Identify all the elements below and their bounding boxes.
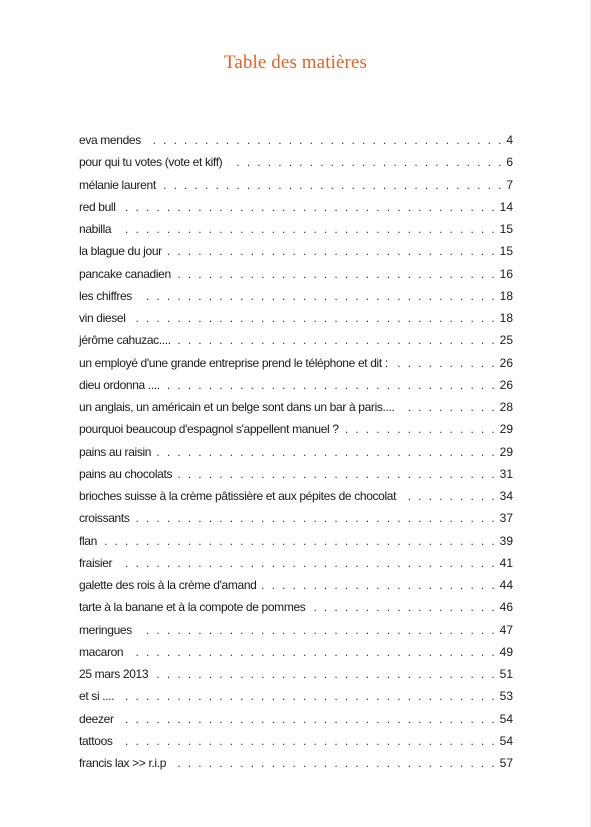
toc-entry[interactable] xyxy=(79,441,513,463)
dot-leader xyxy=(262,574,496,596)
toc-entry[interactable] xyxy=(79,396,513,418)
toc-entry-label: eva mendes xyxy=(79,133,141,147)
toc-entry-page-number: 16 xyxy=(499,266,513,281)
dot-leader xyxy=(132,307,497,329)
toc-entry[interactable] xyxy=(79,329,513,351)
dot-leader xyxy=(138,285,497,307)
toc-entry-page-number: 18 xyxy=(499,311,513,325)
toc-entry-page-number: 18 xyxy=(499,288,513,303)
toc-entry-label: croissants xyxy=(79,511,130,526)
dot-leader xyxy=(154,663,496,685)
dot-leader xyxy=(103,530,497,552)
toc-entry-label: francis lax >> r.i.p xyxy=(79,756,167,770)
dot-leader xyxy=(177,263,497,285)
toc-title: Table des matières xyxy=(224,52,367,73)
toc-entry[interactable] xyxy=(79,240,513,262)
dot-leader xyxy=(136,507,497,529)
toc-entry-label: pourquoi beaucoup d'espagnol s'appellent manuel ? xyxy=(79,422,339,437)
dot-leader xyxy=(120,685,496,707)
toc-entry-label: flan xyxy=(79,533,97,548)
toc-entry-label: pour qui tu votes (vote et kiff) xyxy=(79,155,223,170)
dot-leader xyxy=(228,151,503,173)
toc-entry[interactable] xyxy=(79,596,513,618)
dot-leader xyxy=(178,463,497,485)
toc-entry[interactable] xyxy=(79,530,513,552)
toc-entry-page-number: 14 xyxy=(499,199,513,214)
toc-entry-page-number: 15 xyxy=(499,244,513,259)
dot-leader xyxy=(122,196,497,218)
toc-entry[interactable] xyxy=(79,552,513,574)
dot-leader xyxy=(394,352,497,374)
dot-leader xyxy=(117,218,496,240)
toc-entry-label: pains au chocolats xyxy=(79,466,173,481)
toc-entry-label: red bull xyxy=(79,199,116,214)
dot-leader xyxy=(311,596,496,618)
toc-entry-label: fraisier xyxy=(79,555,113,570)
toc-entry-page-number: 51 xyxy=(499,667,513,681)
dot-leader xyxy=(157,441,497,463)
toc-entry-label: pains au raisin xyxy=(79,444,152,459)
dot-leader xyxy=(172,752,497,774)
dot-leader xyxy=(345,418,497,440)
toc-entry-page-number: 44 xyxy=(499,578,513,592)
toc-entry[interactable] xyxy=(79,174,513,196)
toc-entry-page-number: 29 xyxy=(499,444,513,459)
dot-leader xyxy=(118,552,496,574)
toc-entry-page-number: 26 xyxy=(499,377,513,392)
toc-entry-page-number: 54 xyxy=(499,711,513,726)
toc-entry-page-number: 28 xyxy=(499,400,513,414)
dot-leader xyxy=(120,708,497,730)
toc-entry[interactable] xyxy=(79,752,513,774)
toc-entry[interactable] xyxy=(79,641,513,663)
toc-entry-label: jérôme cahuzac.... xyxy=(79,333,171,348)
toc-entry-page-number: 6 xyxy=(506,155,513,170)
toc-entry[interactable] xyxy=(79,485,513,507)
toc-entry-label: deezer xyxy=(79,711,114,726)
toc-entry-label: brioches suisse à la crème pâtissière et aux pépites de chocolat xyxy=(79,489,397,503)
toc-entry-page-number: 54 xyxy=(499,733,513,748)
toc-entry-label: dieu ordonna .... xyxy=(79,377,160,392)
dot-leader xyxy=(119,730,497,752)
toc-entry-page-number: 31 xyxy=(499,466,513,481)
toc-entry[interactable] xyxy=(79,129,513,151)
toc-entry[interactable] xyxy=(79,463,513,485)
dot-leader xyxy=(147,129,503,151)
toc-entry-label: un anglais, un américain et un belge sont dans un bar à paris.... xyxy=(79,400,395,414)
toc-entry-label: tattoos xyxy=(79,733,113,748)
toc-entry-page-number: 46 xyxy=(499,600,513,615)
toc-entry[interactable] xyxy=(79,151,513,173)
toc-entry-label: 25 mars 2013 xyxy=(79,667,149,681)
toc-entry-label: macaron xyxy=(79,644,124,659)
toc-entry[interactable] xyxy=(79,730,513,752)
toc-entry[interactable] xyxy=(79,196,513,218)
toc-entry[interactable] xyxy=(79,685,513,707)
toc-entry[interactable] xyxy=(79,507,513,529)
toc-entry[interactable] xyxy=(79,708,513,730)
toc-entry-label: la blague du jour xyxy=(79,244,162,259)
toc-entry-label: les chiffres xyxy=(79,288,132,303)
dot-leader xyxy=(168,240,497,262)
toc-entry-page-number: 41 xyxy=(499,555,513,570)
toc-entry-page-number: 39 xyxy=(499,533,513,548)
toc-entry-label: un employé d'une grande entreprise prend le téléphone et dit : xyxy=(79,355,388,370)
toc-entry[interactable] xyxy=(79,619,513,641)
toc-entry-page-number: 34 xyxy=(499,489,513,503)
toc-entry-label: vin diesel xyxy=(79,311,126,325)
dot-leader xyxy=(402,485,497,507)
toc-entry[interactable] xyxy=(79,263,513,285)
toc-entry[interactable] xyxy=(79,374,513,396)
toc-entry-label: et si .... xyxy=(79,689,115,704)
toc-entry-page-number: 37 xyxy=(499,511,513,526)
toc-entry-page-number: 25 xyxy=(499,333,513,348)
toc-entry[interactable] xyxy=(79,663,513,685)
dot-leader xyxy=(162,174,504,196)
toc-entry-label: nabilla xyxy=(79,222,112,236)
toc-entry[interactable] xyxy=(79,218,513,240)
toc-entry-label: pancake canadien xyxy=(79,266,171,281)
toc-entry-page-number: 4 xyxy=(506,133,513,147)
dot-leader xyxy=(129,641,496,663)
toc-entry-page-number: 29 xyxy=(499,422,513,437)
toc-entry-label: meringues xyxy=(79,622,132,637)
dot-leader xyxy=(166,374,497,396)
toc-entry-page-number: 26 xyxy=(499,355,513,370)
toc-entry-page-number: 57 xyxy=(499,756,513,770)
toc-entry[interactable] xyxy=(79,352,513,374)
toc-entry[interactable] xyxy=(79,307,513,329)
toc-entry[interactable] xyxy=(79,574,513,596)
toc-entry-label: tarte à la banane et à la compote de pommes xyxy=(79,600,306,615)
toc-entry[interactable] xyxy=(79,418,513,440)
dot-leader xyxy=(177,329,497,351)
dot-leader xyxy=(400,396,496,418)
table-of-contents xyxy=(79,129,513,774)
toc-entry-label: mélanie laurent xyxy=(79,177,156,192)
toc-entry-page-number: 15 xyxy=(499,222,513,236)
dot-leader xyxy=(138,619,497,641)
toc-entry-label: galette des rois à la crème d'amand xyxy=(79,578,257,592)
toc-entry[interactable] xyxy=(79,285,513,307)
toc-entry-page-number: 47 xyxy=(499,622,513,637)
toc-entry-page-number: 49 xyxy=(499,644,513,659)
toc-entry-page-number: 53 xyxy=(499,689,513,704)
toc-entry-page-number: 7 xyxy=(506,177,513,192)
